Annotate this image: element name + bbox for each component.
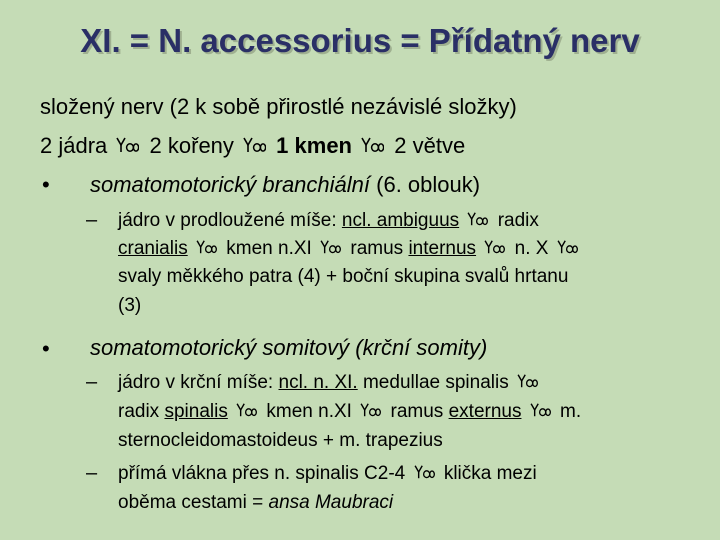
arrow-right-icon [483, 239, 505, 255]
intro-trunk: 1 kmen [276, 133, 352, 158]
text-span: jádro v krční míše: [118, 372, 279, 393]
bullet-somitic-heading [90, 335, 487, 361]
text-span: radix [497, 210, 539, 231]
arrow-right-icon [235, 402, 257, 418]
arrow-right-icon [413, 464, 435, 480]
text-span: medullae spinalis [357, 372, 509, 393]
arrow-right-icon [242, 136, 266, 154]
ncl-ambiguus: ncl. ambiguus [341, 210, 460, 231]
intro-nuclei: 2 jádra [40, 133, 108, 158]
text-span: n. X [514, 238, 549, 259]
cranialis-term: cranialis [118, 238, 188, 259]
intro-line-1 [40, 94, 517, 120]
text-span: ramus [350, 238, 409, 259]
text-span: jádro v prodloužené míše: [118, 210, 342, 231]
bullet-marker: • [42, 172, 50, 197]
somitic-item-line-3: sternocleidomastoideus + m. trapezius [118, 430, 443, 451]
intro-text-1: složený nerv (2 k sobě přirostlé nezávislé složky) [40, 94, 517, 119]
branchial-item-line-2 [118, 238, 582, 260]
externus-term: externus [448, 401, 522, 422]
text-span: přímá vlákna přes n. spinalis C2-4 [118, 463, 406, 484]
intro-branches: 2 větve [394, 133, 466, 158]
text-span: radix [118, 401, 165, 422]
arrow-right-icon [360, 136, 384, 154]
slide-title: XI. = N. accessorius = Přídatný nerv [80, 22, 640, 59]
text-span: m. [560, 401, 582, 422]
branchial-item-line-4: (3) [118, 295, 142, 316]
arrow-right-icon [466, 211, 488, 227]
text-span: oběma cestami = [118, 492, 269, 513]
bullet-heading-italic: somatomotorický branchiální [90, 172, 371, 197]
arrow-right-icon [359, 402, 381, 418]
arrow-right-icon [529, 402, 551, 418]
branchial-item-line-1 [118, 210, 539, 232]
internus-term: internus [408, 238, 477, 259]
spinalis-term: spinalis [164, 401, 228, 422]
bullet-marker: • [42, 336, 50, 361]
arrow-right-icon [556, 239, 578, 255]
dash-marker: – [86, 462, 98, 484]
bullet-heading-suffix: (6. oblouk) [370, 172, 481, 197]
dash-marker: – [86, 209, 98, 231]
somitic-item-2-line-2 [118, 492, 393, 514]
text-span: kmen n.XI [266, 401, 352, 422]
arrow-right-icon [319, 239, 341, 255]
somitic-item-2-line-1 [118, 463, 537, 485]
dash-marker: – [86, 371, 98, 393]
somitic-item-line-1 [118, 372, 542, 394]
arrow-right-icon [115, 136, 139, 154]
intro-roots: 2 kořeny [149, 133, 234, 158]
bullet-heading-italic: somatomotorický somitový (krční somity) [90, 335, 488, 360]
ansa-maubraci: ansa Maubraci [268, 492, 394, 513]
text-span: ramus [390, 401, 449, 422]
bullet-branchial-heading [90, 172, 480, 198]
ncl-n-xi: ncl. n. XI. [278, 372, 358, 393]
arrow-right-icon [195, 239, 217, 255]
somitic-item-line-2 [118, 401, 581, 423]
text-span: klička mezi [443, 463, 537, 484]
arrow-right-icon [516, 373, 538, 389]
branchial-item-line-3: svaly měkkého patra (4) + boční skupina svalů hrtanu [118, 266, 569, 287]
intro-line-2 [40, 133, 465, 159]
text-span: kmen n.XI [226, 238, 312, 259]
